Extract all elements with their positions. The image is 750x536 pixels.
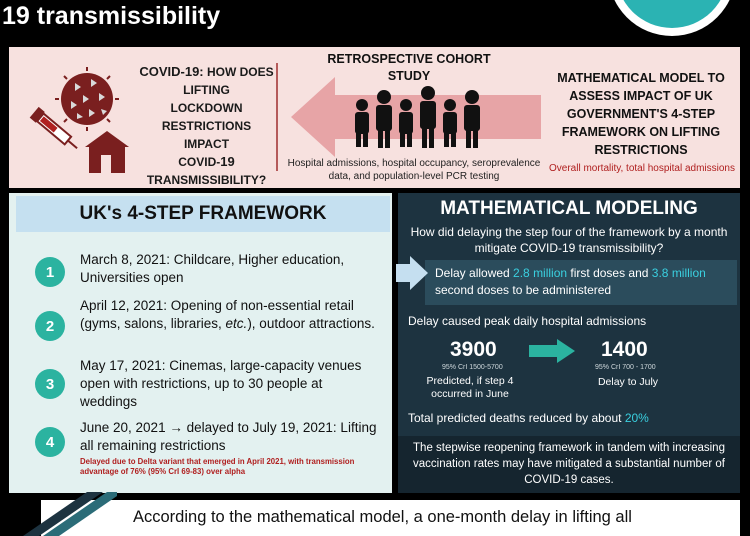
framework-panel bbox=[9, 193, 392, 493]
delay-text bbox=[435, 265, 735, 299]
step-text: May 17, 2021: Cinemas, large-capacity venues open with restrictions, up to 30 people at weddings bbox=[80, 358, 362, 409]
framework-header bbox=[16, 196, 390, 232]
step-number: 1 bbox=[35, 257, 65, 287]
vertical-divider bbox=[276, 63, 278, 171]
delayed-ci: 95% CrI 700 - 1700 bbox=[595, 364, 656, 371]
step-text-a: April 12, 2021: Opening of non-essential retail (gyms, salons, libraries, bbox=[80, 298, 354, 331]
virus-syringe-house-icon bbox=[25, 61, 135, 181]
step-text: June 20, 2021 → delayed to July 19, 2021: Lifting all remaining restrictions bbox=[80, 420, 377, 453]
conclusion-text: The stepwise reopening framework in tandem with increasing vaccination rates may have mitigated a substantial number of COVID-19 cases. bbox=[413, 442, 725, 486]
modeling-panel bbox=[398, 193, 740, 493]
delay-box bbox=[425, 260, 737, 305]
title-bar bbox=[0, 0, 750, 40]
house-icon bbox=[85, 131, 129, 173]
step-text bbox=[80, 297, 380, 333]
step-number: 4 bbox=[35, 427, 65, 457]
model-outcomes: Overall mortality, total hospital admissions bbox=[549, 163, 735, 174]
virus-icon bbox=[55, 67, 119, 131]
framework-title: UK's 4-STEP FRAMEWORK bbox=[79, 203, 327, 224]
modeling-title: MATHEMATICAL MODELING bbox=[440, 198, 698, 219]
predicted-ci: 95% CrI 1500-5700 bbox=[442, 364, 503, 371]
step-number: 2 bbox=[35, 311, 65, 341]
logo-badge bbox=[616, 0, 728, 28]
retrospective-data-sources: Hospital admissions, hospital occupancy, seroprevalence data, and population-level PCR testing bbox=[287, 158, 541, 182]
predicted-desc: Predicted, if step 4 occurred in June bbox=[426, 375, 514, 400]
page-title: 19 transmissibility bbox=[2, 2, 221, 30]
retrospective-cohort-title: RETROSPECTIVE COHORT STUDY bbox=[327, 52, 491, 83]
modeling-conclusion bbox=[398, 436, 740, 493]
step-text: March 8, 2021: Childcare, Higher education, Universities open bbox=[80, 252, 345, 285]
question-line4a: COVID- bbox=[178, 155, 221, 169]
cohort-arrow-icon bbox=[291, 77, 549, 157]
step-note: Delayed due to Delta variant that emerged in April 2021, with transmission advantage of 76% (95% CrI 69-83) over alpha bbox=[80, 457, 355, 476]
step-text-em: etc. bbox=[225, 316, 248, 331]
question-line1: HOW DOES LIFTING bbox=[183, 65, 274, 97]
deaths-text bbox=[408, 411, 728, 425]
step-text-b: ), outdoor attractions. bbox=[247, 316, 375, 331]
delayed-value: 1400 bbox=[601, 338, 648, 361]
logo-text bbox=[638, 0, 681, 1]
question-line5: TRANSMISSIBILITY? bbox=[146, 173, 267, 187]
peak-admissions-text: Delay caused peak daily hospital admissions bbox=[408, 314, 647, 328]
study-overview-panel bbox=[9, 44, 740, 188]
step-number: 3 bbox=[35, 369, 65, 399]
arrow-right-icon bbox=[396, 256, 430, 290]
delay-text-a: Delay allowed bbox=[435, 266, 514, 280]
predicted-value: 3900 bbox=[450, 338, 497, 361]
question-line3: RESTRICTIONS IMPACT bbox=[161, 119, 252, 151]
modeling-question: How did delaying the step four of the framework by a month mitigate COVID-19 transmissibility? bbox=[410, 225, 728, 255]
bottom-text: According to the mathematical model, a one-month delay in lifting all bbox=[133, 508, 632, 526]
bottom-banner bbox=[37, 500, 740, 536]
research-question bbox=[139, 63, 274, 189]
arrow-right-icon bbox=[529, 339, 575, 363]
logo bbox=[608, 0, 736, 36]
delay-text-c: second doses to be administered bbox=[435, 283, 612, 297]
deaths-text-a: Total predicted deaths reduced by about bbox=[408, 411, 625, 425]
pencil-icon bbox=[17, 492, 117, 536]
model-title: MATHEMATICAL MODEL TO ASSESS IMPACT OF UK GOVERNMENT'S 4-STEP FRAMEWORK ON LIFTING RESTRICTIONS bbox=[557, 71, 725, 157]
second-doses-value: 3.8 million bbox=[651, 266, 706, 280]
first-doses-value: 2.8 million bbox=[513, 266, 568, 280]
question-line4b: 19 bbox=[220, 154, 235, 169]
delayed-desc: Delay to July bbox=[597, 376, 659, 388]
question-lead: COVID-19: bbox=[139, 64, 204, 79]
deaths-percent: 20% bbox=[624, 411, 649, 425]
delay-text-b: first doses and bbox=[567, 266, 652, 280]
question-line2: LOCKDOWN bbox=[170, 101, 243, 115]
